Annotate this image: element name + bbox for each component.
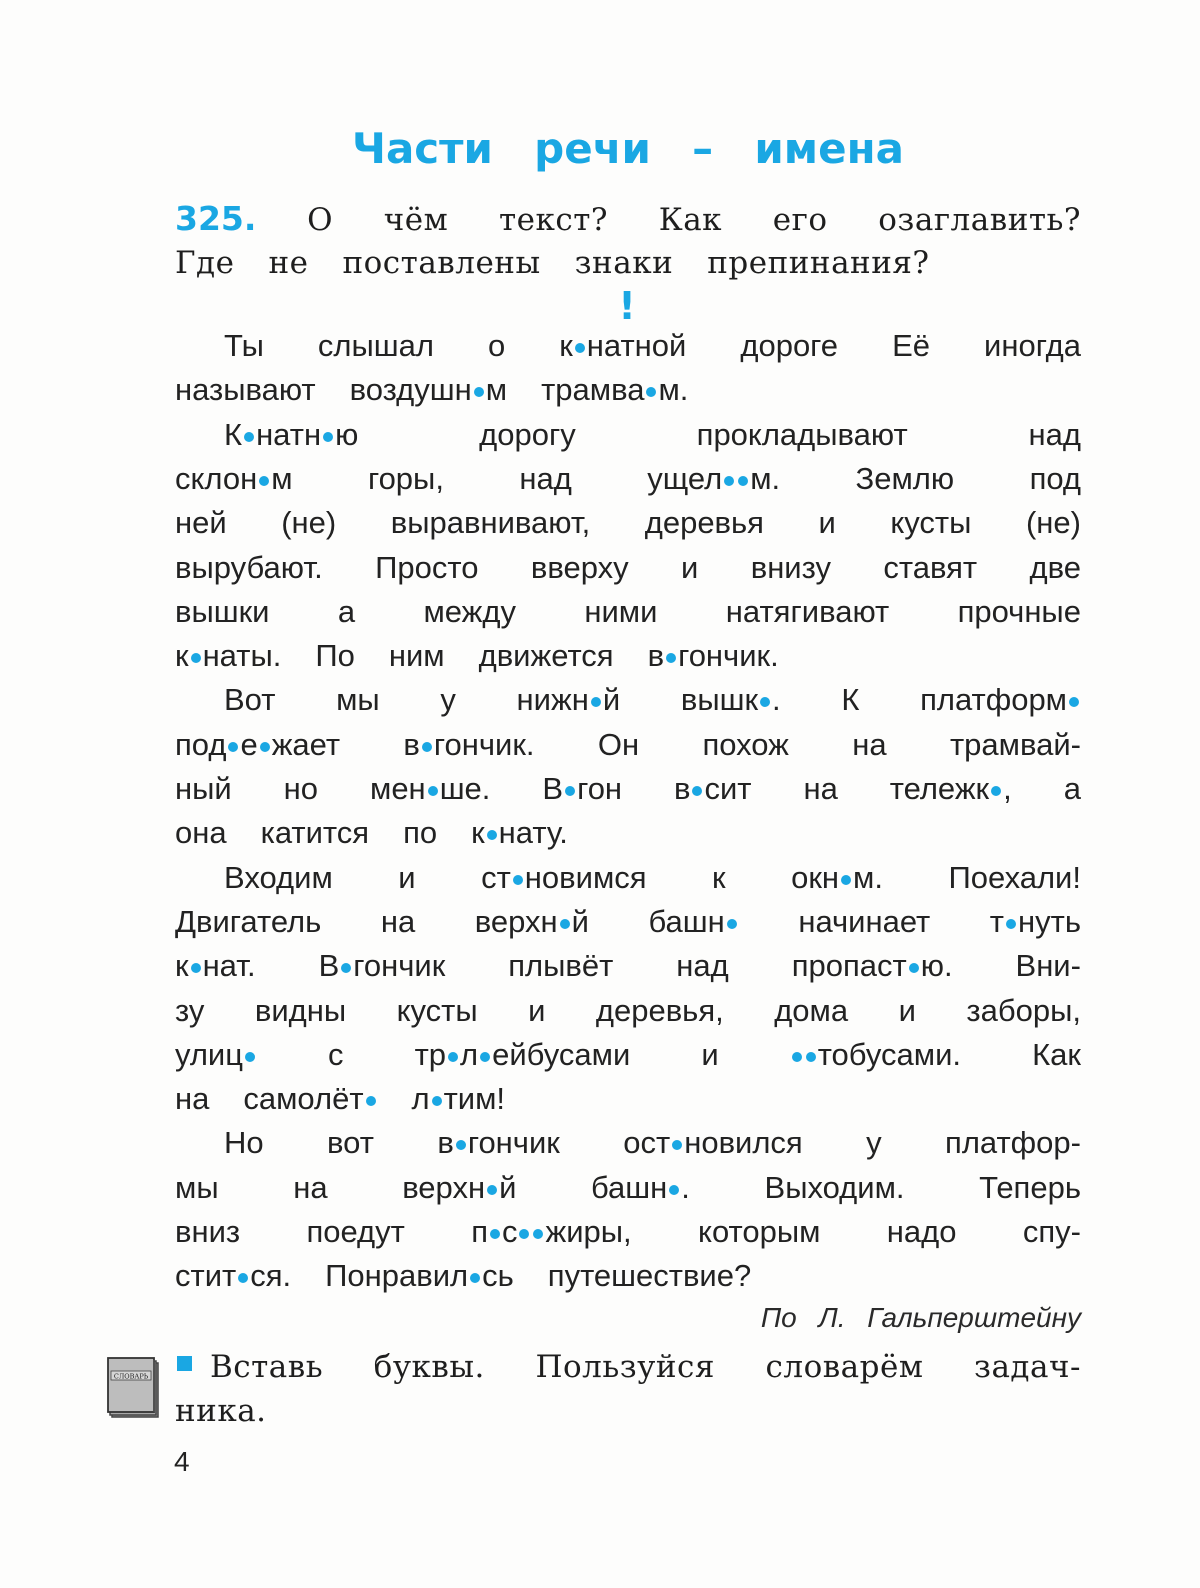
text-word: в гончик. — [647, 638, 779, 674]
text-word: Просто — [375, 549, 479, 585]
text-word: называют — [175, 372, 316, 408]
text-word: самолёт — [243, 1077, 377, 1121]
dictionary-icon-label: СЛОВАРЬ — [113, 1372, 149, 1381]
missing-letter-dot-icon — [260, 742, 270, 752]
missing-letter-dot-icon — [191, 653, 201, 663]
text-word: над — [676, 948, 729, 984]
missing-letter-dot-icon — [245, 1052, 255, 1062]
text-word: вышк . — [680, 682, 781, 718]
text-line — [175, 501, 1081, 545]
title-word: Части — [352, 124, 493, 173]
text-word: дома — [774, 992, 849, 1028]
text-word: башн — [649, 900, 739, 944]
text-word: К — [841, 682, 860, 718]
missing-letter-dot-icon — [991, 786, 1001, 796]
text-word: кусты — [396, 992, 478, 1028]
missing-letter-dot-icon — [724, 476, 734, 486]
missing-letter-dot-icon — [1069, 697, 1079, 707]
text-word: склон м — [175, 460, 293, 496]
text-word: похож — [702, 726, 789, 762]
text-word: (не) — [1025, 505, 1081, 541]
text-word: к нат. — [175, 948, 256, 984]
missing-letter-dot-icon — [806, 1052, 816, 1062]
task-word: препинания? — [707, 245, 930, 281]
assignment-word: ника. — [175, 1393, 267, 1429]
missing-letter-dot-icon — [191, 963, 201, 973]
missing-letter-dot-icon — [669, 1185, 679, 1195]
text-word: вышки — [175, 593, 270, 629]
missing-letter-dot-icon — [841, 875, 851, 885]
text-word: поедут — [306, 1214, 405, 1249]
text-word: деревья, — [595, 992, 724, 1028]
text-word: над — [1028, 416, 1081, 452]
text-word: движется — [478, 638, 614, 674]
missing-letter-dot-icon — [238, 1273, 248, 1283]
text-word: и — [701, 1036, 719, 1072]
text-word: окн м. — [791, 859, 883, 895]
text-word: а — [1063, 771, 1081, 806]
text-line — [175, 1033, 1081, 1077]
text-line — [175, 723, 1081, 767]
text-word: Входим — [224, 859, 333, 895]
text-word: и — [818, 505, 836, 541]
text-word: трамвай- — [949, 726, 1081, 762]
text-line — [175, 1166, 1081, 1210]
text-word: Теперь — [979, 1169, 1081, 1205]
text-word: прочные — [957, 593, 1081, 629]
text-word: башн . — [591, 1169, 690, 1205]
dictionary-icon — [106, 1355, 162, 1421]
text-word: путешествие? — [547, 1258, 752, 1294]
missing-letter-dot-icon — [727, 919, 737, 929]
text-word: заборы, — [966, 992, 1081, 1028]
missing-letter-dot-icon — [666, 653, 676, 663]
text-word: мы — [175, 1169, 219, 1205]
text-word: в гончик. — [403, 726, 535, 762]
task-question-line-1 — [175, 197, 1081, 242]
text-word: ней — [175, 505, 227, 541]
missing-letter-dot-icon — [487, 1185, 497, 1195]
text-word: и — [398, 859, 416, 895]
title-word: речи — [534, 124, 651, 173]
task-word: чём — [383, 202, 449, 238]
text-word: тр л ейбусами — [414, 1036, 631, 1072]
missing-letter-dot-icon — [323, 432, 333, 442]
text-word: ст новимся — [481, 859, 647, 895]
task-word: его — [772, 202, 828, 238]
missing-letter-dot-icon — [692, 786, 702, 796]
missing-letter-dot-icon — [432, 1096, 442, 1106]
text-word: к наты. — [175, 638, 282, 674]
text-word: у — [440, 682, 456, 718]
missing-letter-dot-icon — [480, 1052, 490, 1062]
text-line — [224, 678, 1081, 722]
text-line — [175, 1210, 1081, 1254]
missing-letter-dot-icon — [760, 697, 770, 707]
text-word: видны — [254, 992, 347, 1028]
assignment-word: словарём — [765, 1349, 924, 1385]
missing-letter-dot-icon — [646, 387, 656, 397]
assignment-word: буквы. — [373, 1349, 485, 1385]
missing-letter-dot-icon — [448, 1052, 458, 1062]
text-word: катится — [260, 815, 370, 851]
missing-letter-dot-icon — [560, 919, 570, 929]
missing-letter-dot-icon — [591, 697, 601, 707]
text-word: воздушн м — [349, 372, 508, 408]
text-word: на — [293, 1169, 328, 1205]
text-word: (не) — [281, 505, 337, 541]
page-number: 4 — [174, 1446, 190, 1477]
missing-letter-dot-icon — [422, 742, 432, 752]
text-word: вниз — [175, 1214, 241, 1249]
text-word: которым — [698, 1214, 821, 1249]
text-word: надо — [886, 1214, 957, 1249]
title-word: – — [692, 124, 714, 173]
text-word: и — [528, 992, 546, 1028]
text-word: дорогу — [479, 416, 576, 452]
text-word: Вни- — [1015, 948, 1081, 984]
text-word: а — [337, 593, 356, 629]
text-word: По — [315, 638, 355, 674]
text-word: плывёт — [508, 948, 614, 984]
text-word: к нату. — [471, 815, 568, 851]
text-word: верхн й — [402, 1169, 517, 1205]
text-word: кусты — [890, 505, 972, 541]
text-word: к натной — [559, 328, 687, 363]
text-word: Но — [224, 1125, 264, 1161]
text-word: вот — [327, 1125, 374, 1161]
missing-letter-dot-icon — [672, 1140, 682, 1150]
assignment-line-1 — [210, 1345, 1081, 1389]
text-word: деревья — [644, 505, 764, 541]
missing-letter-dot-icon — [244, 432, 254, 442]
task-word: О — [307, 202, 334, 238]
text-line — [175, 944, 1081, 988]
assignment-word: Пользуйся — [535, 1349, 715, 1385]
text-word: в гончик — [437, 1125, 560, 1161]
text-word: с — [328, 1036, 344, 1072]
text-word: горы, — [367, 460, 444, 496]
text-word: на — [852, 726, 887, 762]
assignment-word: Вставь — [210, 1349, 324, 1385]
text-word: внизу — [750, 549, 831, 585]
text-word: трамва м. — [541, 372, 689, 408]
text-word: ними — [584, 593, 658, 629]
text-word: Как — [1032, 1036, 1081, 1072]
missing-letter-dot-icon — [519, 1229, 529, 1239]
text-word: тележк , — [889, 771, 1012, 806]
text-word: Понравил сь — [325, 1258, 514, 1294]
task-word: поставлены — [342, 245, 541, 281]
text-line — [175, 900, 1081, 944]
text-line — [175, 1254, 1081, 1298]
text-word: натягивают — [725, 593, 890, 629]
missing-letter-dot-icon — [490, 1229, 500, 1239]
text-word: т нуть — [989, 903, 1081, 939]
text-line — [175, 634, 1081, 678]
missing-letter-dot-icon — [565, 786, 575, 796]
text-word: вверху — [530, 549, 629, 585]
text-word: прокладывают — [696, 416, 908, 452]
title-word: имена — [754, 124, 904, 173]
missing-letter-dot-icon — [575, 343, 585, 353]
text-line — [175, 546, 1081, 590]
text-word: Поехали! — [948, 859, 1081, 895]
text-line — [175, 368, 1081, 412]
text-word: под е жает — [175, 726, 341, 762]
text-word: В гончик — [318, 948, 446, 984]
task-number: 325. — [175, 199, 257, 238]
text-word: ним — [388, 638, 445, 674]
text-word: на — [175, 1081, 210, 1117]
text-word: вырубают. — [175, 549, 323, 585]
text-word: иногда — [984, 328, 1081, 363]
text-word: Вот — [224, 682, 276, 718]
text-word: Её — [892, 328, 930, 363]
text-word: Двигатель — [175, 903, 322, 939]
task-word: озаглавить? — [878, 202, 1081, 238]
text-word: о — [487, 328, 506, 363]
text-word: ост новился — [623, 1125, 803, 1161]
text-word: под — [1029, 460, 1081, 496]
text-word: спу- — [1022, 1214, 1081, 1249]
text-line — [224, 1121, 1081, 1165]
text-word: дороге — [740, 328, 839, 363]
text-word: верхн й — [474, 903, 589, 939]
missing-letter-dot-icon — [228, 742, 238, 752]
text-word: но — [283, 771, 319, 806]
missing-letter-dot-icon — [909, 963, 919, 973]
text-word: Ты — [224, 328, 264, 363]
text-word: слышал — [317, 328, 434, 363]
text-word: ставят — [883, 549, 978, 585]
task-word: не — [268, 245, 309, 281]
missing-letter-dot-icon — [341, 963, 351, 973]
text-word: она — [175, 815, 227, 851]
text-word: л тим! — [411, 1081, 506, 1117]
text-word: и — [681, 549, 699, 585]
text-word: нижн й — [516, 682, 621, 718]
chapter-title — [352, 122, 904, 176]
text-word: ущел м. — [647, 460, 781, 496]
task-word: Как — [658, 202, 723, 238]
text-word: улиц — [175, 1033, 257, 1077]
text-word: на — [380, 903, 416, 939]
text-word: выравнивают, — [390, 505, 591, 541]
missing-letter-dot-icon — [366, 1096, 376, 1106]
missing-letter-dot-icon — [1006, 919, 1016, 929]
text-line — [224, 413, 1081, 457]
text-word: В гон — [542, 771, 623, 806]
text-word: пропаст ю. — [791, 948, 953, 984]
missing-letter-dot-icon — [428, 786, 438, 796]
task-word: текст? — [498, 202, 608, 238]
task-word: Где — [175, 245, 235, 281]
text-line — [175, 590, 1081, 634]
text-line — [175, 457, 1081, 501]
text-line — [175, 989, 1081, 1033]
text-word: платфор- — [945, 1125, 1081, 1161]
text-line — [175, 811, 1081, 855]
text-word: зу — [175, 992, 205, 1028]
missing-letter-dot-icon — [474, 387, 484, 397]
text-line — [175, 1077, 1081, 1121]
text-word: между — [423, 593, 516, 629]
assignment-line-2 — [175, 1389, 1081, 1433]
text-word: ный — [175, 771, 232, 806]
missing-letter-dot-icon — [259, 476, 269, 486]
attribution: По Л. Гальперштейну — [760, 1302, 1081, 1333]
missing-letter-dot-icon — [487, 830, 497, 840]
text-word: Выходим. — [764, 1169, 905, 1205]
text-word: мен ше. — [370, 771, 491, 806]
missing-letter-dot-icon — [456, 1140, 466, 1150]
text-word: п с жиры, — [471, 1214, 632, 1249]
missing-letter-dot-icon — [513, 875, 523, 885]
text-word: над — [519, 460, 572, 496]
missing-letter-dot-icon — [470, 1273, 480, 1283]
text-line — [224, 856, 1081, 900]
text-word: тобусами. — [790, 1033, 961, 1077]
missing-letter-dot-icon — [738, 476, 748, 486]
text-word: и — [898, 992, 916, 1028]
attention-mark: ! — [618, 284, 636, 328]
text-word: стит ся. — [175, 1258, 292, 1294]
text-word: Землю — [855, 460, 955, 496]
text-word: к — [712, 859, 726, 895]
task-question-line-2 — [175, 241, 1081, 285]
text-word: начинает — [798, 903, 931, 939]
text-line — [175, 767, 1081, 811]
text-word: платформ — [920, 678, 1081, 722]
missing-letter-dot-icon — [533, 1229, 543, 1239]
missing-letter-dot-icon — [792, 1052, 802, 1062]
text-word: Он — [597, 726, 640, 762]
text-word: в сит — [674, 771, 752, 806]
assignment-bullet-icon — [177, 1356, 192, 1371]
assignment-word: задач- — [974, 1349, 1081, 1385]
text-word: по — [403, 815, 438, 851]
task-word: знаки — [574, 245, 674, 281]
text-line — [224, 324, 1081, 368]
text-word: на — [803, 771, 838, 806]
text-word: К натн ю — [224, 416, 359, 452]
text-word: мы — [336, 682, 380, 718]
text-word: две — [1029, 549, 1081, 585]
text-word: у — [866, 1125, 882, 1161]
